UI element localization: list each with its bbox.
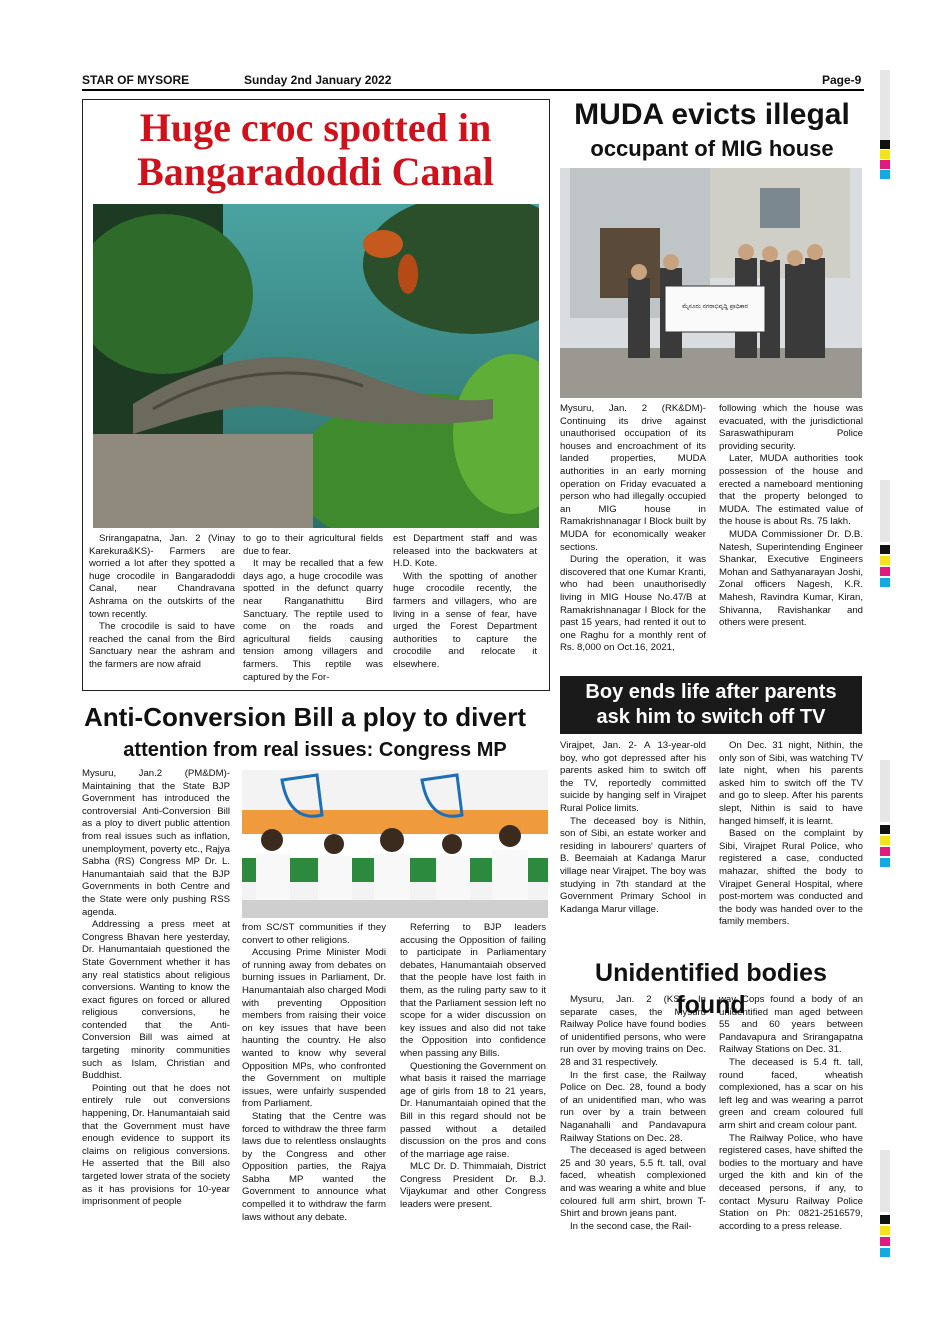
paragraph: With the spotting of another huge crocodile recently, the farmers and villagers, who are living in a sense of fear, have urged the Forest Department authorities to capture the crocodile and relocate it elsewhere.	[393, 570, 537, 670]
muda-headline-line2: occupant of MIG house	[590, 136, 834, 161]
paragraph: The crocodile is said to have reached the canal from the Bird Sanctuary near the ashram and the farmers are now afraid	[89, 621, 235, 670]
muda-photo-art	[560, 168, 862, 398]
croc-headline-line1: Huge croc spotted in	[139, 105, 492, 150]
boy-column-2	[719, 740, 863, 929]
print-cyan-mark	[880, 858, 890, 867]
paragraph: MLC Dr. D. Thimmaiah, District Congress President Dr. B.J. Vijaykumar and other Congress leaders were present.	[400, 1161, 546, 1211]
paragraph: It may be recalled that a few days ago, a huge crocodile was spotted in the defunct quarry near Ranganathittu Bird Sanctuary. The reptile used to come on the roads and agricultural fields causing tension among villagers and farmers. This reptile was captured by the For-	[243, 558, 383, 683]
croc-photo-art	[93, 204, 539, 528]
paragraph: Based on the complaint by Sibi, Virajpet Rural Police, who registered a case, conducted mahazar, shifted the body to Virajpet General Hospital, where post-mortem was conducted and the body was handed over to the family members.	[719, 828, 863, 928]
paragraph: On Dec. 31 night, Nithin, the only son of Sibi, was watching TV late night, when his parents asked him to switch off the TV and go to sleep. After his parents slept, Nithin is said to have hanged himself, it is learnt.	[719, 740, 863, 827]
muda-banner-text: ಮೈಸೂರು ನಗರಾಭಿವೃದ್ಧಿ ಪ್ರಾಧಿಕಾರ	[682, 303, 748, 310]
print-black-mark	[880, 1215, 890, 1224]
paragraph: est Department staff and was released into the backwaters at H.D. Kote.	[393, 533, 537, 570]
paragraph: Referring to BJP leaders accusing the Opposition of failing to participate in Parliamentary debates, Hanumantaiah observed that the people have lost faith in them, as the ruling party saw to it that the Parliament session left no scope for a wider discussion on key issues and also did not take the Opposition into confidence when passing any Bills.	[400, 922, 546, 1059]
paragraph: Stating that the Centre was forced to withdraw the three farm laws due to relentless onslaughts by the Congress and other Opposition parties, the Rajya Sabha MP wanted the Government to announce what compelled it to withdraw the farm laws without any debate.	[242, 1110, 386, 1223]
print-magenta-mark	[880, 567, 890, 576]
conversion-photo	[242, 770, 548, 918]
croc-headline	[83, 106, 548, 194]
bodies-headline: Unidentified bodies found	[595, 959, 827, 1019]
print-grey-bar	[880, 70, 890, 140]
bodies-column-1	[560, 994, 706, 1233]
paragraph: way Cops found a body of an unidentified man aged between 55 and 60 years between Pandavapura and Srirangapatna Railway Stations on Dec. 31.	[719, 994, 863, 1056]
paragraph: from SC/ST communities if they convert to other religions.	[242, 922, 386, 946]
croc-column-3	[393, 533, 537, 672]
paragraph: Questioning the Government on what basis it raised the marriage age of girls from 18 to 21 years, Dr. Hanumantaiah opined that the Bill in this regard should not be passed without a detailed discussion on the pros and cons of the marriage age raise.	[400, 1060, 546, 1160]
print-grey-bar	[880, 480, 890, 542]
print-cyan-mark	[880, 170, 890, 179]
muda-column-2	[719, 403, 863, 630]
conversion-column-1	[82, 768, 230, 1209]
conversion-photo-art	[242, 770, 548, 918]
paragraph: Pointing out that he does not entirely rule out conversions happening, Dr. Hanumantaiah said that the Government must have enough evidence to support its claims on religious conversions. He asserted that the Bill also targeted lower strata of the society as it has provisions for 10-year imprisonment of people	[82, 1082, 230, 1208]
print-black-mark	[880, 140, 890, 149]
paragraph: Accusing Prime Minister Modi of running away from debates on burning issues in Parliament, Dr. Hanumantaiah also charged Modi with preventing Opposition members from raising their voice on key issues that have been haunting the country. He also wanted to know why several Opposition MPs, who confronted the Government on multiple issues, were unfairly suspended from Parliament.	[242, 947, 386, 1110]
paragraph: to go to their agricultural fields due to fear.	[243, 533, 383, 557]
boy-column-1	[560, 740, 706, 916]
paragraph: In the second case, the Rail-	[570, 1220, 692, 1232]
print-yellow-mark	[880, 1226, 890, 1235]
print-black-mark	[880, 825, 890, 834]
conversion-column-3	[400, 922, 546, 1212]
paragraph: Mysuru, Jan. 2 (KS)- In separate cases, the Mysuru Railway Police have found bodies of unidentified persons, who were run over by moving trains on Dec. 28 and 31 respectively.	[560, 994, 706, 1068]
paragraph: The deceased is 5.4 ft. tall, round faced, wheatish complexioned, has a scar on his left leg and was wearing a parrot green and cream coloured full arm shirt and cream colour pant.	[719, 1056, 863, 1131]
paragraph: During the operation, it was discovered that one Kumar Kranti, who had been unauthorisedly living in MIG House No.47/B at Ramakrishnanagar I Block for the past 15 years, had rented it out to one Raghu for a monthly rent of Rs. 8,000 on Oct.16, 2021,	[560, 554, 706, 654]
croc-headline-line2: Bangaradoddi Canal	[137, 149, 494, 194]
muda-column-1	[560, 403, 706, 655]
newspaper-name: STAR OF MYSORE	[82, 73, 190, 87]
paragraph: Later, MUDA authorities took possession of the house and erected a nameboard mentioning that the property belonged to MUDA. The estimated value of the house is about Rs. 75 lakh.	[719, 453, 863, 528]
paragraph: Srirangapatna, Jan. 2 (Vinay Karekura&KS)- Farmers are worried a lot after they spotted a huge crocodile in Bangaradoddi Canal, near Chandravana Ashrama on the outskirts of the town recently.	[89, 533, 235, 620]
print-yellow-mark	[880, 556, 890, 565]
print-grey-bar	[880, 1150, 890, 1212]
boy-headline-box	[560, 676, 862, 734]
croc-photo	[93, 204, 539, 528]
page-number: Page-9	[822, 73, 862, 87]
paragraph: Addressing a press meet at Congress Bhavan here yesterday, Dr. Hanumantaiah questioned the State Government whether it has any real statistics about religious conversions. Wanting to know the exact figures on forced or allured religious conversions, he contended that the Anti-Conversion Bill was aimed at targeting minority communities such as Islam, Christian and Buddhist.	[82, 919, 230, 1082]
print-magenta-mark	[880, 160, 890, 169]
print-black-mark	[880, 545, 890, 554]
croc-column-1	[89, 533, 235, 672]
issue-date: Sunday 2nd January 2022	[244, 73, 392, 87]
croc-column-2	[243, 533, 383, 684]
print-magenta-mark	[880, 847, 890, 856]
boy-headline-line2: ask him to switch off TV	[596, 706, 826, 728]
print-grey-bar	[880, 760, 890, 822]
paragraph: The Railway Police, who have registered cases, have shifted the bodies to the mortuary and have urged the kith and kin of the deceased persons, if any, to contact Mysuru Railway Police Station on Ph: 0821-2516579, according to a press release.	[719, 1132, 863, 1232]
print-cyan-mark	[880, 1248, 890, 1257]
paragraph: following which the house was evacuated, with the jurisdictional Saraswathipuram Police providing security.	[719, 403, 863, 452]
paragraph: MUDA Commissioner Dr. D.B. Natesh, Superintending Engineer Shankar, Executive Engineers Mohan and Sathyanarayan Joshi, Zonal officers Nagesh, K.R. Mahesh, Ravindra Kumar, Kiran, Shivanna, Ravishankar and others were present.	[719, 528, 863, 629]
print-yellow-mark	[880, 150, 890, 159]
conversion-column-2	[242, 922, 386, 1224]
muda-photo	[560, 168, 862, 398]
print-cyan-mark	[880, 578, 890, 587]
croc-article	[82, 99, 550, 691]
print-yellow-mark	[880, 836, 890, 845]
paragraph: In the first case, the Railway Police on Dec. 28, found a body of an unidentified man, who was run over by a train between Naganahalli and Pandavapura Railway Stations on Dec. 28.	[560, 1069, 706, 1144]
boy-headline-line1: Boy ends life after parents	[585, 681, 837, 703]
paragraph: Virajpet, Jan. 2- A 13-year-old boy, who got depressed after his parents asked him to switch off the TV, reportedly committed suicide by hanging self in Virajpet Rural Police limits.	[560, 740, 706, 814]
paragraph: Mysuru, Jan.2 (PM&DM)- Maintaining that the State BJP Government has introduced the controversial Anti-Conversion Bill as a ploy to divert public attention from real issues such as inflation, unemployment, poverty etc., Rajya Sabha (RS) Congress MP Dr. L. Hanumantaiah said that the BJP Governments in both Centre and the State were only pushing RSS agenda.	[82, 768, 230, 918]
bodies-column-2	[719, 994, 863, 1233]
paragraph: Mysuru, Jan. 2 (RK&DM)- Continuing its drive against unauthorised occupation of its houses and encroachment of its landed properties, MUDA authorities in an early morning operation on Friday evacuated a person who had illegally occupied an MIG house in Ramakrishnanagar I Block built by MUDA for economically weaker sections.	[560, 403, 706, 553]
paragraph: The deceased is aged between 25 and 30 years, 5.5 ft. tall, oval faced, wheatish complexioned and was wearing a white and blue coloured full arm shirt, brown T-Shirt and brown jeans pant.	[560, 1145, 706, 1220]
conversion-headline-line1: Anti-Conversion Bill a ploy to divert	[84, 702, 527, 732]
paragraph: The deceased boy is Nithin, son of Sibi, an estate worker and residing in labourers' quarters of B. Beemaiah at Kadanga Marur village near Virajpet. The boy was studying in 7th standard at the Government Primary School in Kadanga Marur village.	[560, 815, 706, 915]
header-rule	[82, 89, 864, 91]
muda-headline-line1: MUDA evicts illegal	[574, 98, 850, 131]
conversion-headline-line2: attention from real issues: Congress MP	[123, 739, 507, 761]
print-magenta-mark	[880, 1237, 890, 1246]
